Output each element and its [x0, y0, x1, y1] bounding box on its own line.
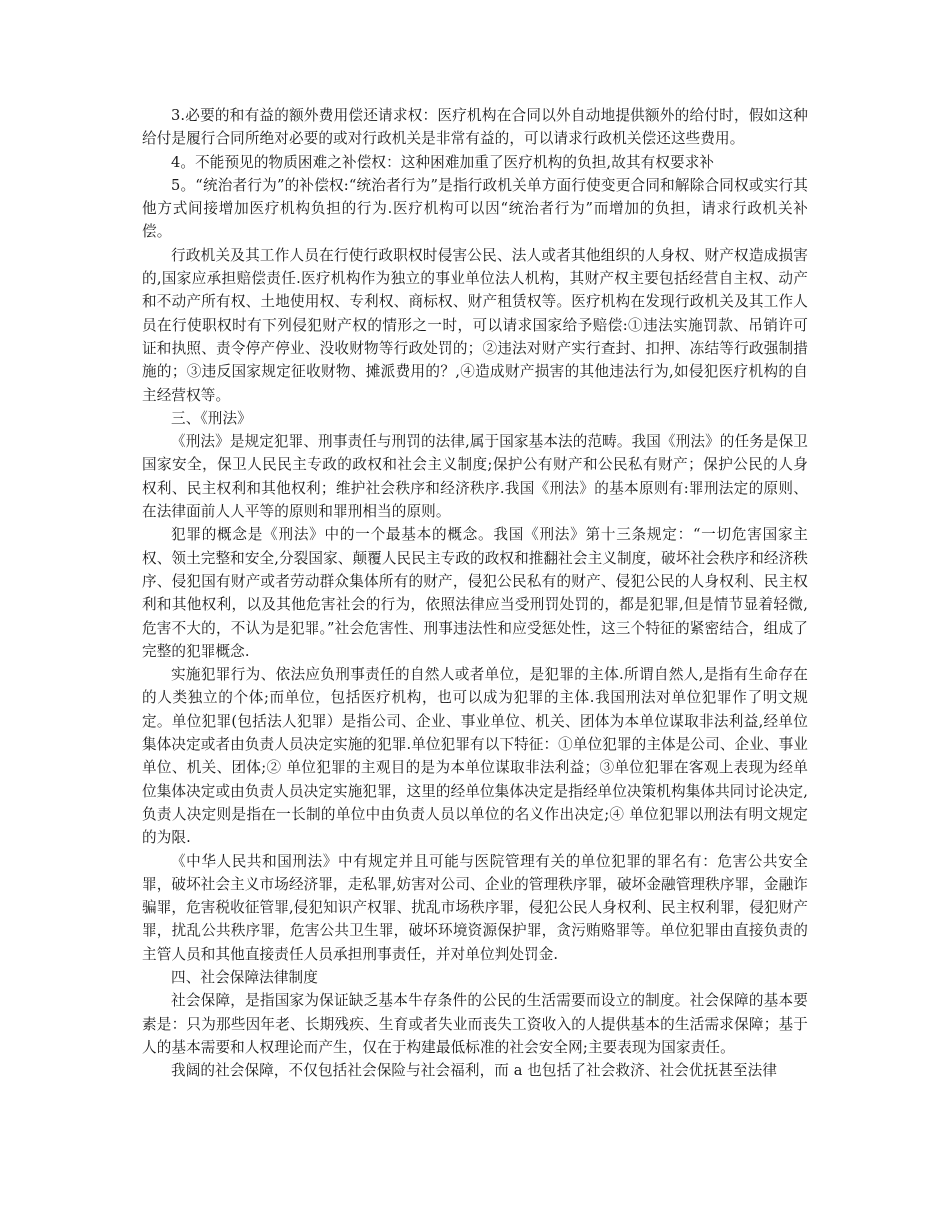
paragraph-state-compensation: 行政机关及其工作人员在行使行政职权时侵害公民、法人或者其他组织的人身权、财产权造成损害的,国家应承担赔偿责任.医疗机构作为独立的事业单位法人机构，其财产权主要包括经营自主权、动产和不动产所有权、土地使用权、专利权、商标权、财产租赁权等。医疗机构在发现行政机关及其工作人员在行使职权时有下列侵犯财产权的情形之一时，可以请求国家给予赔偿:①违法实施罚款、吊销许可证和执照、责令停产停业、没收财物等行政处罚的；②违法对财产实行查封、扣押、冻结等行政强制措施的；③违反国家规定征收财物、摊派费用的？,④造成财产损害的其他违法行为,如侵犯医疗机构的自主经营权等。	[142, 246, 808, 404]
paragraph-criminal-law-definition: 《刑法》是规定犯罪、刑事责任与刑罚的法律,属于国家基本法的范畴。我国《刑法》的任务是保卫国家安全，保卫人民民主专政的政权和社会主义制度;保护公有财产和公民私有财产；保护公民的人身权利、民主权利和其他权利；维护社会秩序和经济秩序.我国《刑法》的基本原则有:罪刑法定的原则、在法律面前人人平等的原则和罪刑相当的原则。	[142, 433, 808, 521]
section-heading-criminal-law: 三、《刑法》	[171, 409, 252, 427]
paragraph-compensation-extra-costs: 3.必要的和有益的额外费用偿还请求权：医疗机构在合同以外自动地提供额外的给付时，假如这种给付是履行合同所绝对必要的或对行政机关是非常有益的，可以请求行政机关偿还这些费用。	[142, 107, 808, 148]
paragraph-social-security-scope: 我阔的社会保障，不仅包括社会保险与社会福利，而 a 也包括了社会救济、社会优抚甚至法律	[171, 1062, 778, 1080]
section-heading-social-security: 四、社会保障法律制度	[171, 968, 318, 986]
paragraph-crime-concept: 犯罪的概念是《刑法》中的一个最基本的概念。我国《刑法》第十三条规定：“一切危害国家主权、领土完整和安全,分裂国家、颠覆人民民主专政的政权和推翻社会主义制度，破坏社会秩序和经济秩序、侵犯国有财产或者劳动群众集体所有的财产，侵犯公民私有的财产、侵犯公民的人身权利、民主权利和其他权利，以及其他危害社会的行为，依照法律应当受刑罚处罚的，都是犯罪,但是情节显着轻微,危害不大的，不认为是犯罪。”社会危害性、刑事违法性和应受惩处性，这三个特征的紧密结合，组成了完整的犯罪概念.	[142, 526, 808, 660]
paragraph-unforeseen-difficulty: 4。不能预见的物质困难之补偿权：这种困难加重了医疗机构的负担,故其有权要求补	[171, 153, 715, 171]
paragraph-crime-subject: 实施犯罪行为、依法应负刑事责任的自然人或者单位，是犯罪的主体.所谓自然人,是指有生命存在的人类独立的个体;而单位，包括医疗机构，也可以成为犯罪的主体.我国刑法对单位犯罪作了明文规定。单位犯罪(包括法人犯罪）是指公司、企业、事业单位、机关、团体为本单位谋取非法利益,经单位集体决定或者由负责人员决定实施的犯罪.单位犯罪有以下特征：①单位犯罪的主体是公司、企业、事业单位、机关、团体;② 单位犯罪的主观目的是为本单位谋取非法利益；③单位犯罪在客观上表现为经单位集体决定或由负责人员决定实施犯罪，这里的经单位集体决定是指经单位决策机构集体共同讨论决定,负责人决定则是指在一长制的单位中由负责人员以单位的名义作出决定;④ 单位犯罪以刑法有明文规定的为限.	[142, 666, 808, 847]
paragraph-unit-crimes-list: 《中华人民共和国刑法》中有规定并且可能与医院管理有关的单位犯罪的罪名有：危害公共安全罪，破坏社会主义市场经济罪，走私罪,妨害对公司、企业的管理秩序罪，破坏金融管理秩序罪，金融诈骗罪，危害税收征管罪,侵犯知识产权罪、扰乱市场秩序罪，侵犯公民人身权利、民主权利罪，侵犯财产罪，扰乱公共秩序罪，危害公共卫生罪，破坏环境资源保护罪，贪污贿赂罪等。单位犯罪由直接负责的主管人员和其他直接责任人员承担刑事责任，并对单位判处罚金.	[142, 852, 808, 963]
document-page	[142, 104, 808, 1082]
paragraph-rulers-act: 5。“统治者行为”的补偿权:“统治者行为”是指行政机关单方面行使变更合同和解除合同权或实行其他方式间接增加医疗机构负担的行为.医疗机构可以因“统治者行为”而增加的负担，请求行政机关补偿。	[142, 176, 808, 241]
paragraph-social-security-definition: 社会保障，是指国家为保证缺乏基本牛存条件的公民的生活需要而设立的制度。社会保障的基本要素是：只为那些因年老、长期残疾、生育或者失业而丧失工资收入的人提供基本的生活需求保障；基于人的基本需要和人权理论而产生，仅在于构建最低标准的社会安全网;主要表现为国家责任。	[142, 992, 808, 1056]
